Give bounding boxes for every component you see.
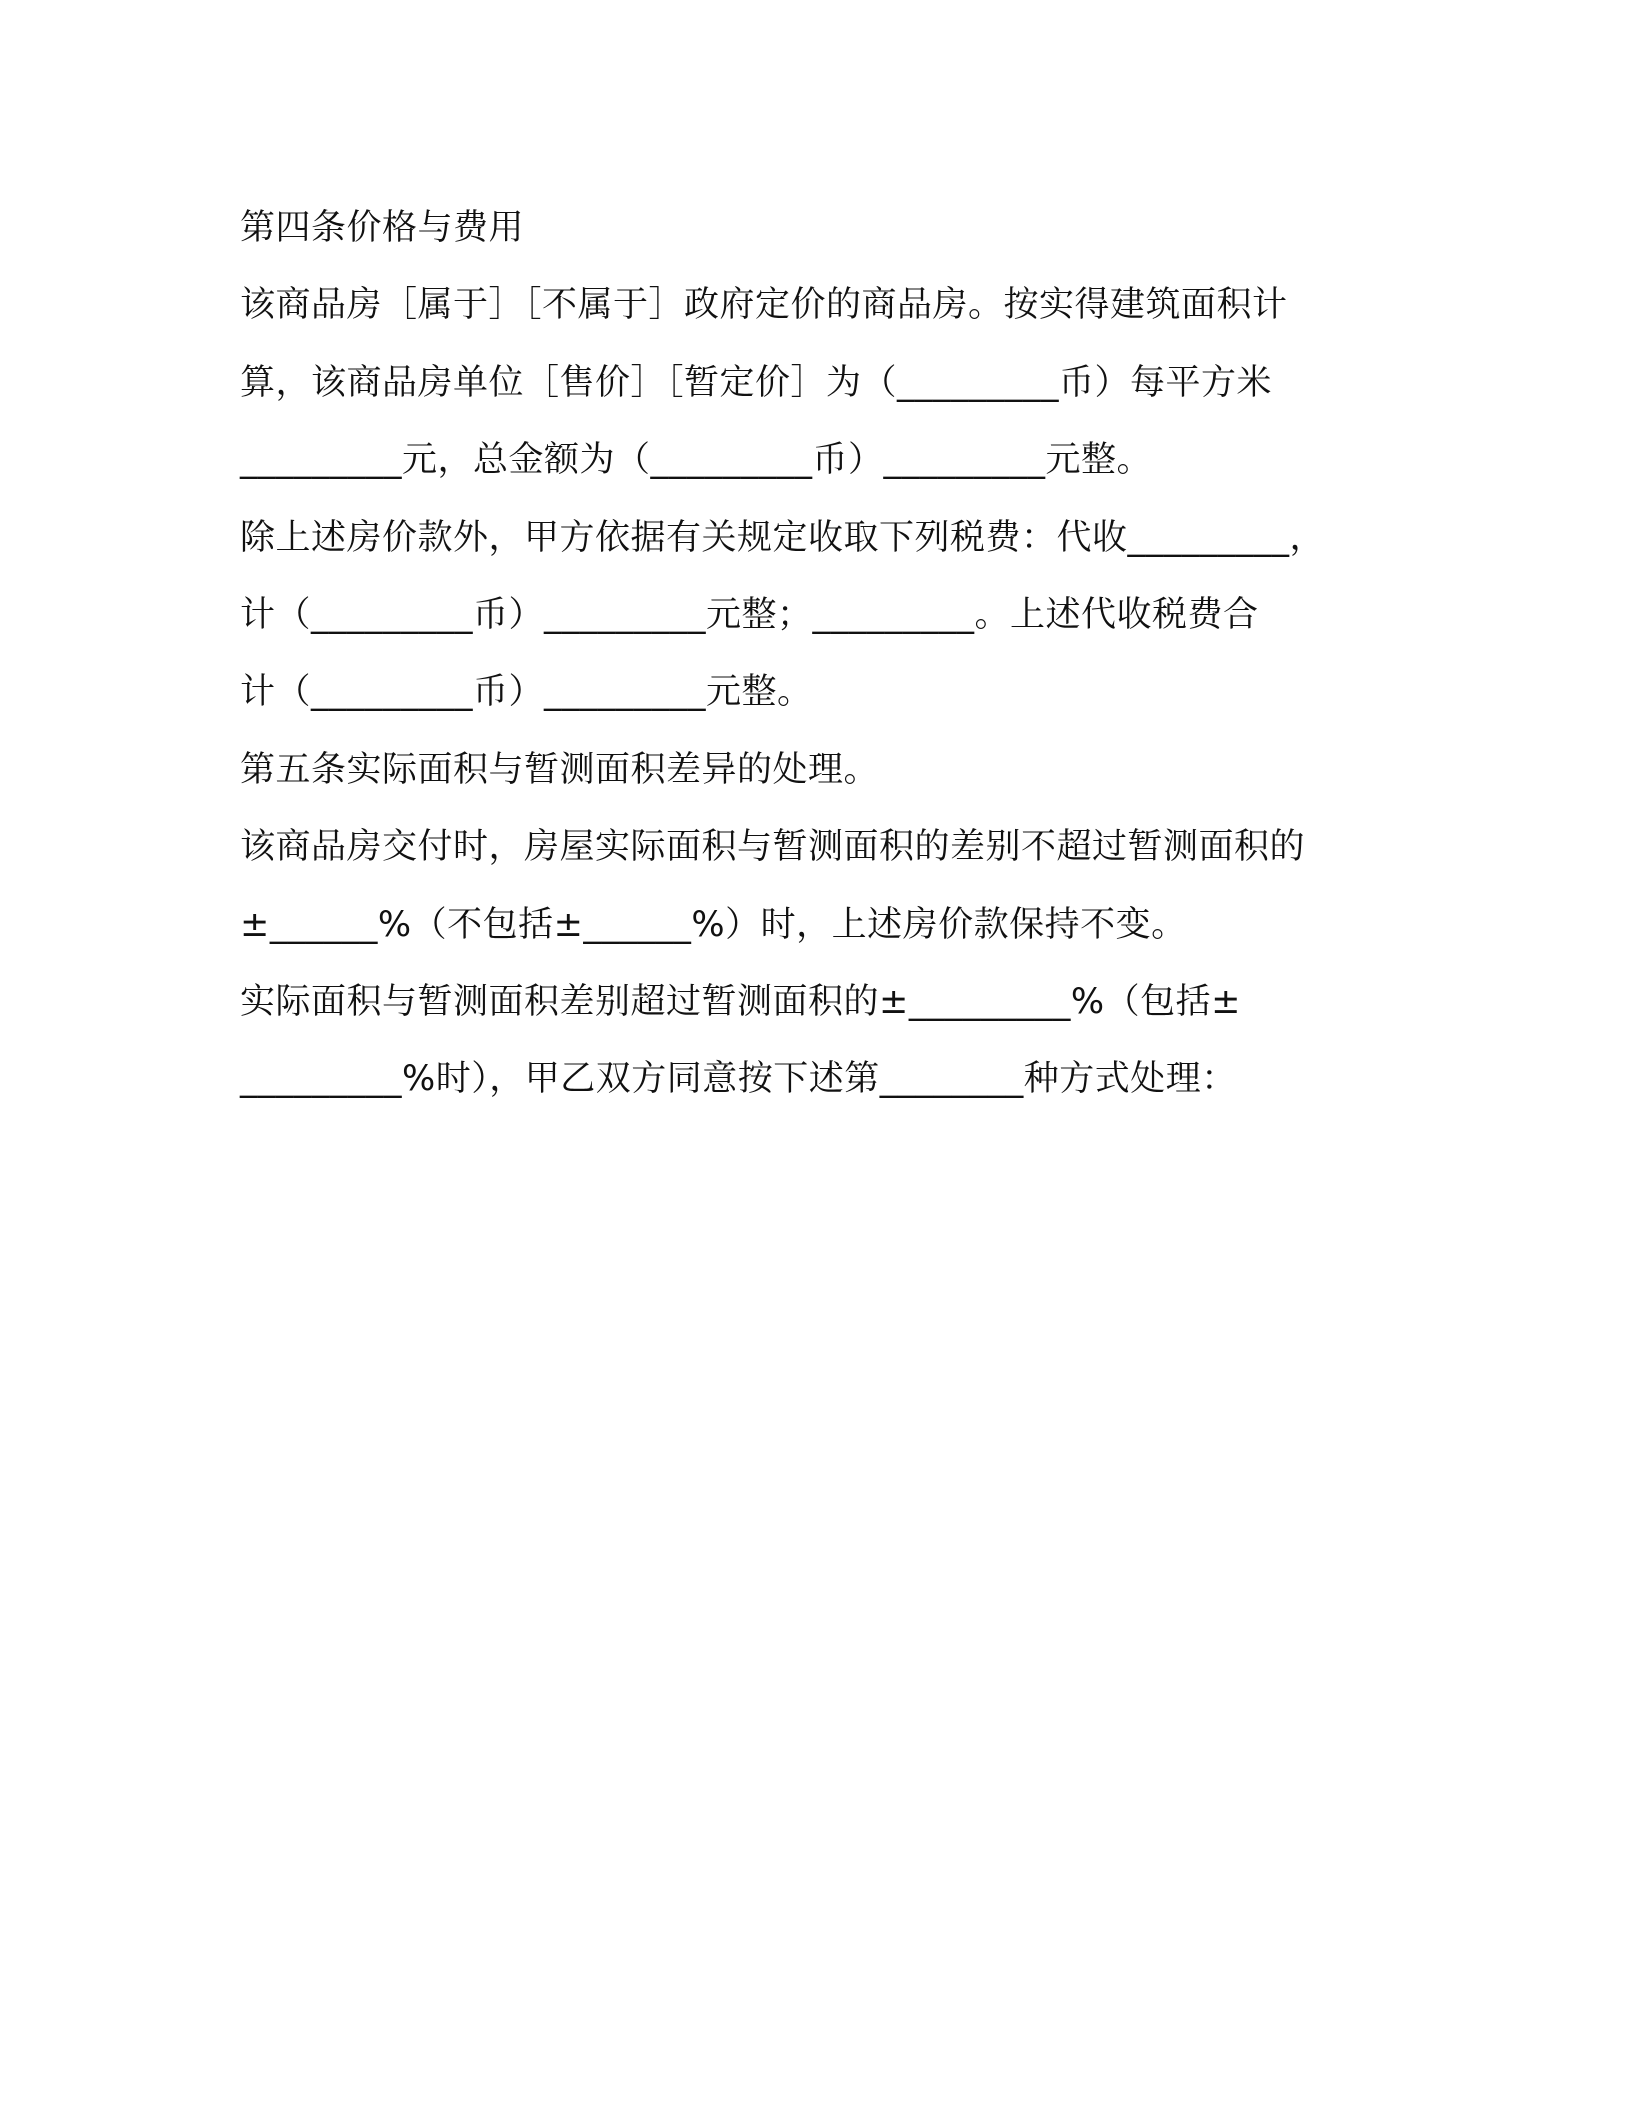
text-line: 除上述房价款外，甲方依据有关规定收取下列税费：代收_________， xyxy=(240,517,1326,558)
text-line: ±______%（不包括±______%）时，上述房价款保持不变。 xyxy=(240,904,1187,945)
text-line: 该商品房交付时，房屋实际面积与暂测面积的差别不超过暂测面积的 xyxy=(240,827,1306,868)
text-line: 算，该商品房单位［售价］［暂定价］为（_________币）每平方米 xyxy=(240,362,1273,403)
article-5-heading: 第五条实际面积与暂测面积差异的处理。 xyxy=(240,749,880,790)
text-line: 实际面积与暂测面积差别超过暂测面积的±_________%（包括± xyxy=(240,982,1241,1023)
text-line: 计（_________币）_________元整。 xyxy=(240,672,813,713)
text-line: 该商品房［属于］［不属于］政府定价的商品房。按实得建筑面积计 xyxy=(240,285,1288,326)
text-line: _________元，总金额为（_________币）_________元整。 xyxy=(240,440,1153,481)
article-4-heading: 第四条价格与费用 xyxy=(240,208,525,248)
text-line: 计（_________币）_________元整；_________。上述代收税费合 xyxy=(240,595,1259,636)
document-body xyxy=(240,190,1400,1119)
text-line: _________%时），甲乙双方同意按下述第________种方式处理： xyxy=(240,1059,1237,1100)
